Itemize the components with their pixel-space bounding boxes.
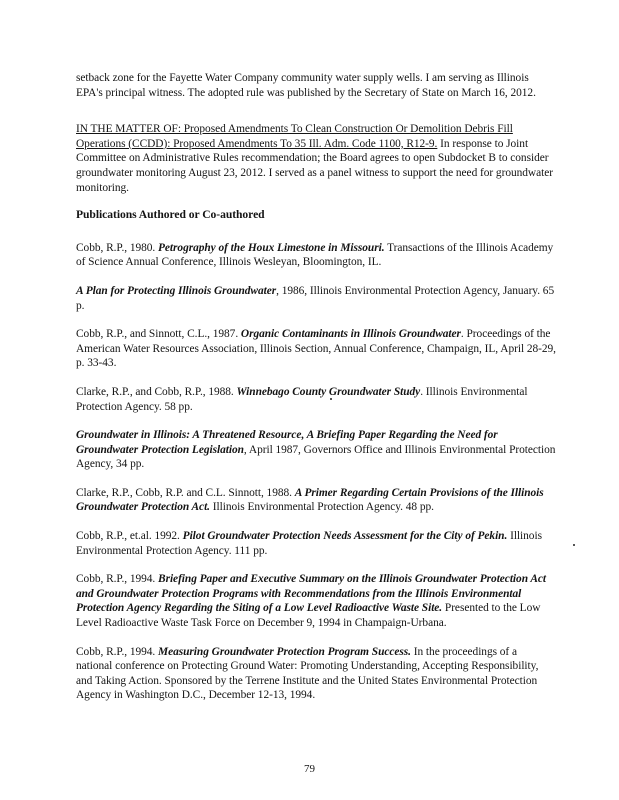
publication-title: Briefing Paper and Executive Summary on the Illinois Groundwater Protection Act and Groundwater Protection Programs with Recommendations from the Illinois Environmental Protection Agency Regarding the Siting of a Low Level Radioactive Waste Site. (76, 573, 547, 615)
publication-title: Organic Contaminants in Illinois Groundwater (240, 328, 461, 341)
publication-details: In the proceedings of a national conference on Protecting Ground Water: Promoting Understanding, Accepting Responsibility, and Taking Action. Sponsored by the Terrene Institute and the United States Environmental Protection Agency in Washington D.C., December 12-13, 1994. (76, 645, 539, 702)
publication-title: Pilot Groundwater Protection Needs Assessment for the City of Pekin. (182, 530, 508, 543)
page-body (76, 71, 556, 717)
paragraph-ccdd-matter (76, 122, 556, 195)
publication-title: A Plan for Protecting Illinois Groundwater (76, 284, 277, 297)
publication-title: Winnebago County Groundwater Study (236, 385, 421, 398)
publication-details: Presented to the Low Level Radioactive Waste Task Force on December 9, 1994 in Champaign-Urbana. (76, 602, 541, 630)
publication-citation: Clarke, R.P., Cobb, R.P. and C.L. Sinnott, 1988. (76, 486, 295, 499)
publication-title: Groundwater in Illinois: A Threatened Resource, A Briefing Paper Regarding the Need for Groundwater Protection Legislation (76, 429, 498, 456)
section-heading-publications: Publications Authored or Co-authored (76, 208, 265, 222)
paragraph-fayette-setback (76, 71, 556, 100)
publication-details: , 1986, Illinois Environmental Protection Agency, January. 65 p. (76, 284, 555, 312)
paragraph-text: setback zone for the Fayette Water Company community water supply wells. I am serving as Illinois EPA's principal witness. The adopted rule was published by the Secretary of State on March 16, 2012. (76, 72, 536, 99)
publication-entry (76, 572, 556, 630)
publication-details: Transactions of the Illinois Academy of Science Annual Conference, Illinois Wesleyan, Bloomington, IL. (76, 241, 554, 269)
matter-title: IN THE MATTER OF: Proposed Amendments To Clean Construction Or Demolition Debris Fill Operations (CCDD): Proposed Amendments To 35 Ill. Adm. Code 1100, R12-9. (76, 123, 513, 150)
publication-citation: Cobb, R.P., 1980. (76, 241, 159, 254)
publication-details: , April 1987, Governors Office and Illinois Environmental Protection Agency, 34 pp. (76, 443, 556, 471)
scan-speck (330, 398, 332, 400)
publication-citation: Cobb, R.P., 1994. (76, 573, 159, 586)
publication-details: Illinois Environmental Protection Agency. 111 pp. (76, 530, 542, 557)
page-number: 79 (304, 763, 315, 775)
publication-citation: Cobb, R.P., 1994. (76, 645, 159, 658)
publication-citation: Clarke, R.P., and Cobb, R.P., 1988. (76, 385, 237, 398)
publication-title: Petrography of the Houx Limestone in Missouri. (158, 241, 385, 254)
publication-entry (76, 529, 556, 558)
publication-entry (76, 428, 556, 472)
publication-details: . Illinois Environmental Protection Agency. 58 pp. (76, 385, 528, 413)
publication-entry (76, 385, 556, 414)
publication-entry (76, 241, 556, 270)
publication-entry (76, 645, 556, 703)
publication-citation: Cobb, R.P., and Sinnott, C.L., 1987. (76, 328, 241, 341)
publication-details: . Proceedings of the American Water Resources Association, Illinois Section, Annual Conference, Champaign, IL, April 28-29, p. 33-43. (76, 328, 556, 370)
publication-title: A Primer Regarding Certain Provisions of the Illinois Groundwater Protection Act. (76, 486, 544, 514)
publication-entry (76, 327, 556, 371)
publication-entry (76, 486, 556, 515)
scan-speck (573, 544, 575, 546)
publication-entry (76, 284, 556, 313)
publication-details: Illinois Environmental Protection Agency. 48 pp. (209, 501, 434, 514)
publication-title: Measuring Groundwater Protection Program Success. (158, 645, 411, 658)
publication-citation: Cobb, R.P., et.al. 1992. (76, 530, 183, 543)
matter-description: In response to Joint Committee on Administrative Rules recommendation; the Board agrees to open Subdocket B to consider groundwater monitoring August 23, 2012. I served as a panel witness to support the need for groundwater monitoring. (76, 137, 553, 194)
